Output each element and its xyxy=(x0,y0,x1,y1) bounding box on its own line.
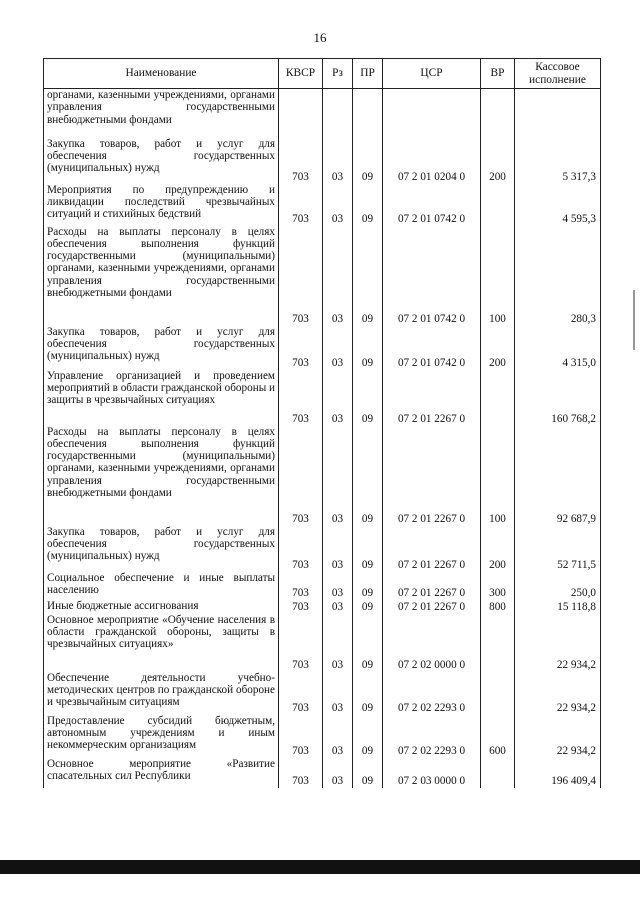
row-pr: 09 xyxy=(353,526,383,572)
scan-bottom-bar xyxy=(0,860,640,874)
scan-edge-mark xyxy=(633,290,635,350)
row-amount: 4 595,3 xyxy=(515,184,601,226)
row-vr xyxy=(481,370,515,426)
row-csr: 07 2 01 2267 0 xyxy=(383,526,481,572)
row-pr: 09 xyxy=(353,715,383,758)
row-name: Иные бюджетные ассигнования xyxy=(44,600,279,614)
header-vr: ВР xyxy=(481,59,515,89)
page-number: 16 xyxy=(313,30,327,45)
row-amount: 22 934,2 xyxy=(515,715,601,758)
row-amount: 160 768,2 xyxy=(515,370,601,426)
row-name: Обеспечение деятельности учебно-методических центров по гражданской обороне и чрезвычайным ситуациям xyxy=(44,672,279,715)
row-amount: 52 711,5 xyxy=(515,526,601,572)
row-pr: 09 xyxy=(353,426,383,526)
row-vr: 100 xyxy=(481,426,515,526)
table-row xyxy=(44,370,601,426)
row-pr: 09 xyxy=(353,672,383,715)
row-amount: 196 409,4 xyxy=(515,758,601,788)
row-rz: 03 xyxy=(323,370,353,426)
row-vr: 100 xyxy=(481,226,515,326)
row-name: органами, казенными учреждениями, органами управления государственными внебюджетными фондами xyxy=(44,89,279,138)
row-kvsr: 703 xyxy=(279,758,323,788)
table-row xyxy=(44,226,601,326)
row-kvsr: 703 xyxy=(279,672,323,715)
row-amount: 22 934,2 xyxy=(515,614,601,672)
row-vr xyxy=(481,89,515,138)
row-vr: 200 xyxy=(481,526,515,572)
row-vr: 600 xyxy=(481,715,515,758)
header-rz: Рз xyxy=(323,59,353,89)
row-pr xyxy=(353,89,383,138)
row-kvsr: 703 xyxy=(279,138,323,184)
row-rz: 03 xyxy=(323,758,353,788)
row-rz: 03 xyxy=(323,600,353,614)
table-row xyxy=(44,600,601,614)
table-row xyxy=(44,326,601,370)
row-amount: 5 317,3 xyxy=(515,138,601,184)
row-name: Расходы на выплаты персоналу в целях обеспечения выполнения функций государственными (муниципальными) органами, казенными учреждениями, органами управления государственными внебюджетными фондами xyxy=(44,226,279,326)
table-row xyxy=(44,672,601,715)
row-csr: 07 2 03 0000 0 xyxy=(383,758,481,788)
row-vr xyxy=(481,184,515,226)
table-row xyxy=(44,614,601,672)
row-rz: 03 xyxy=(323,715,353,758)
header-pr: ПР xyxy=(353,59,383,89)
row-name: Закупка товаров, работ и услуг для обеспечения государственных (муниципальных) нужд xyxy=(44,138,279,184)
row-name: Мероприятия по предупреждению и ликвидации последствий чрезвычайных ситуаций и стихийных бедствий xyxy=(44,184,279,226)
row-pr: 09 xyxy=(353,758,383,788)
budget-table xyxy=(43,58,601,788)
header-kvsr: КВСР xyxy=(279,59,323,89)
row-pr: 09 xyxy=(353,226,383,326)
row-pr: 09 xyxy=(353,600,383,614)
row-rz: 03 xyxy=(323,572,353,600)
row-name: Управление организацией и проведением мероприятий в области гражданской обороны и защиты в чрезвычайных ситуациях xyxy=(44,370,279,426)
row-csr: 07 2 02 2293 0 xyxy=(383,715,481,758)
row-vr: 200 xyxy=(481,138,515,184)
row-kvsr: 703 xyxy=(279,526,323,572)
table-row xyxy=(44,715,601,758)
header-csr: ЦСР xyxy=(383,59,481,89)
row-rz: 03 xyxy=(323,326,353,370)
row-name: Предоставление субсидий бюджетным, автономным учреждениям и иным некоммерческим организациям xyxy=(44,715,279,758)
table-row xyxy=(44,572,601,600)
row-amount: 92 687,9 xyxy=(515,426,601,526)
row-name: Основное мероприятие «Обучение населения в области гражданской обороны, защиты в чрезвычайных ситуациях» xyxy=(44,614,279,672)
row-pr: 09 xyxy=(353,326,383,370)
row-kvsr: 703 xyxy=(279,184,323,226)
table-row xyxy=(44,758,601,788)
row-csr: 07 2 01 0742 0 xyxy=(383,326,481,370)
row-amount: 22 934,2 xyxy=(515,672,601,715)
table-row xyxy=(44,426,601,526)
row-csr: 07 2 02 0000 0 xyxy=(383,614,481,672)
row-vr xyxy=(481,758,515,788)
row-kvsr xyxy=(279,89,323,138)
row-kvsr: 703 xyxy=(279,715,323,758)
row-csr: 07 2 01 0742 0 xyxy=(383,184,481,226)
row-vr xyxy=(481,614,515,672)
row-vr xyxy=(481,672,515,715)
row-rz: 03 xyxy=(323,138,353,184)
table-row xyxy=(44,138,601,184)
row-rz: 03 xyxy=(323,184,353,226)
row-csr: 07 2 01 0204 0 xyxy=(383,138,481,184)
row-kvsr: 703 xyxy=(279,326,323,370)
row-name: Закупка товаров, работ и услуг для обеспечения государственных (муниципальных) нужд xyxy=(44,526,279,572)
row-kvsr: 703 xyxy=(279,614,323,672)
row-csr: 07 2 01 2267 0 xyxy=(383,572,481,600)
row-kvsr: 703 xyxy=(279,572,323,600)
row-amount xyxy=(515,89,601,138)
table-row xyxy=(44,184,601,226)
table-header xyxy=(44,59,601,89)
row-pr: 09 xyxy=(353,138,383,184)
row-csr xyxy=(383,89,481,138)
table-row xyxy=(44,526,601,572)
row-pr: 09 xyxy=(353,572,383,600)
row-kvsr: 703 xyxy=(279,370,323,426)
table-row xyxy=(44,89,601,138)
row-csr: 07 2 01 2267 0 xyxy=(383,426,481,526)
row-rz: 03 xyxy=(323,672,353,715)
row-vr: 200 xyxy=(481,326,515,370)
row-rz: 03 xyxy=(323,226,353,326)
row-rz: 03 xyxy=(323,614,353,672)
header-amount: Кассовое исполнение xyxy=(515,59,601,89)
row-kvsr: 703 xyxy=(279,226,323,326)
row-csr: 07 2 01 2267 0 xyxy=(383,370,481,426)
row-name: Закупка товаров, работ и услуг для обеспечения государственных (муниципальных) нужд xyxy=(44,326,279,370)
row-kvsr: 703 xyxy=(279,426,323,526)
row-vr: 300 xyxy=(481,572,515,600)
row-amount: 280,3 xyxy=(515,226,601,326)
row-kvsr: 703 xyxy=(279,600,323,614)
row-amount: 15 118,8 xyxy=(515,600,601,614)
row-pr: 09 xyxy=(353,614,383,672)
row-name: Социальное обеспечение и иные выплаты населению xyxy=(44,572,279,600)
row-vr: 800 xyxy=(481,600,515,614)
row-rz: 03 xyxy=(323,426,353,526)
row-name: Расходы на выплаты персоналу в целях обеспечения выполнения функций государственными (муниципальными) органами, казенными учреждениями, органами управления государственными внебюджетными фондами xyxy=(44,426,279,526)
row-csr: 07 2 01 0742 0 xyxy=(383,226,481,326)
row-pr: 09 xyxy=(353,184,383,226)
row-rz xyxy=(323,89,353,138)
row-amount: 250,0 xyxy=(515,572,601,600)
table-body xyxy=(44,89,601,788)
row-rz: 03 xyxy=(323,526,353,572)
row-name: Основное мероприятие «Развитие спасательных сил Республики xyxy=(44,758,279,788)
header-name: Наименование xyxy=(44,59,279,89)
row-pr: 09 xyxy=(353,370,383,426)
row-csr: 07 2 02 2293 0 xyxy=(383,672,481,715)
row-csr: 07 2 01 2267 0 xyxy=(383,600,481,614)
row-amount: 4 315,0 xyxy=(515,326,601,370)
